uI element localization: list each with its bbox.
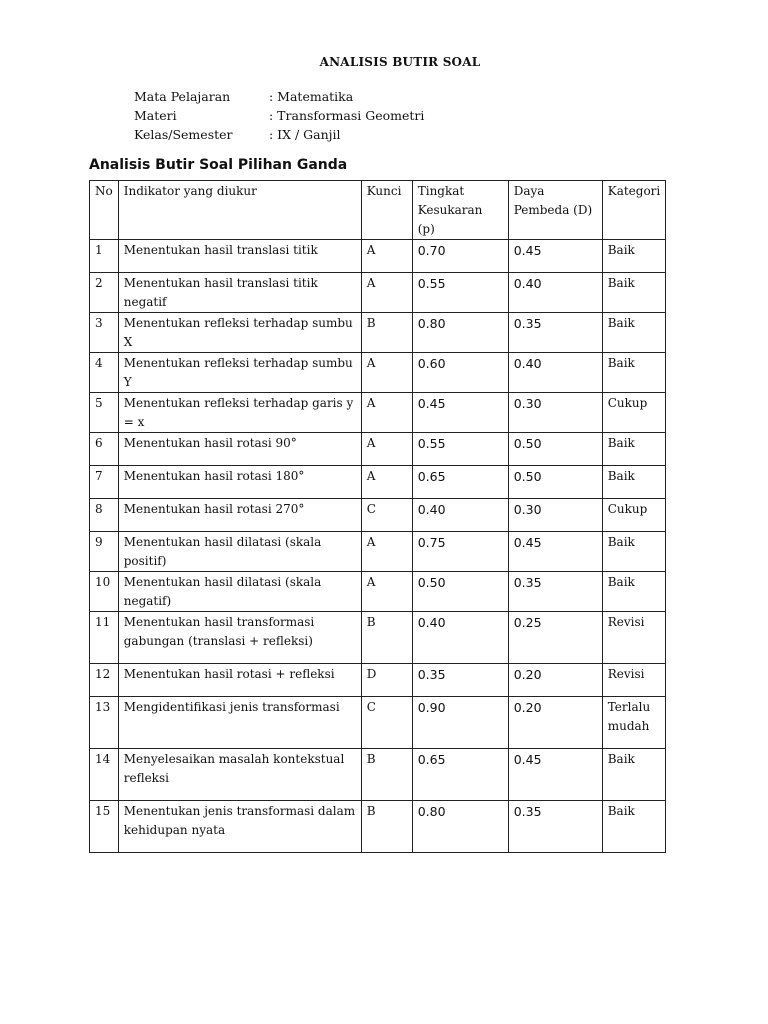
meta-row-material xyxy=(134,106,424,125)
table-row xyxy=(90,240,666,273)
cell-indikator: Menentukan hasil rotasi + refleksi xyxy=(118,664,361,697)
cell-no: 8 xyxy=(90,499,119,532)
meta-label: Mata Pelajaran xyxy=(134,89,231,104)
cell-kategori: Cukup xyxy=(602,393,666,433)
cell-indikator: Menentukan hasil translasi titik negatif xyxy=(118,273,361,313)
cell-tingkat-kesukaran: 0.80 xyxy=(412,313,508,353)
cell-daya-pembeda: 0.35 xyxy=(508,313,602,353)
cell-kunci: D xyxy=(361,664,412,697)
cell-kunci: A xyxy=(361,393,412,433)
table-header-row xyxy=(90,181,666,240)
cell-no: 12 xyxy=(90,664,119,697)
cell-kategori: Baik xyxy=(602,353,666,393)
header-kategori: Kategori xyxy=(602,181,666,240)
header-daya-pembeda: Daya Pembeda (D) xyxy=(508,181,602,240)
cell-indikator: Menentukan hasil rotasi 90° xyxy=(118,433,361,466)
cell-kategori: Revisi xyxy=(602,612,666,664)
cell-indikator: Menentukan refleksi terhadap sumbu Y xyxy=(118,353,361,393)
cell-indikator: Menentukan hasil transformasi gabungan (translasi + refleksi) xyxy=(118,612,361,664)
cell-no: 13 xyxy=(90,697,119,749)
table-row xyxy=(90,353,666,393)
cell-indikator: Menentukan hasil rotasi 270° xyxy=(118,499,361,532)
table-row xyxy=(90,532,666,572)
meta-block xyxy=(134,87,424,144)
meta-label: Kelas/Semester xyxy=(134,127,233,142)
cell-no: 2 xyxy=(90,273,119,313)
cell-daya-pembeda: 0.35 xyxy=(508,801,602,853)
cell-tingkat-kesukaran: 0.65 xyxy=(412,466,508,499)
cell-no: 15 xyxy=(90,801,119,853)
cell-indikator: Menentukan hasil dilatasi (skala negatif) xyxy=(118,572,361,612)
cell-kunci: B xyxy=(361,313,412,353)
table-row xyxy=(90,801,666,853)
cell-daya-pembeda: 0.20 xyxy=(508,697,602,749)
cell-kunci: C xyxy=(361,499,412,532)
document-title: ANALISIS BUTIR SOAL xyxy=(319,55,481,69)
cell-kunci: A xyxy=(361,273,412,313)
cell-daya-pembeda: 0.35 xyxy=(508,572,602,612)
cell-tingkat-kesukaran: 0.90 xyxy=(412,697,508,749)
cell-no: 10 xyxy=(90,572,119,612)
meta-row-class xyxy=(134,125,424,144)
cell-kategori: Baik xyxy=(602,273,666,313)
cell-tingkat-kesukaran: 0.70 xyxy=(412,240,508,273)
cell-indikator: Menentukan refleksi terhadap garis y = x xyxy=(118,393,361,433)
cell-tingkat-kesukaran: 0.80 xyxy=(412,801,508,853)
meta-row-subject xyxy=(134,87,424,106)
cell-no: 1 xyxy=(90,240,119,273)
meta-value: : Transformasi Geometri xyxy=(269,108,425,123)
cell-kategori: Baik xyxy=(602,240,666,273)
table-row xyxy=(90,499,666,532)
cell-no: 5 xyxy=(90,393,119,433)
cell-kategori: Baik xyxy=(602,749,666,801)
cell-no: 11 xyxy=(90,612,119,664)
cell-kunci: A xyxy=(361,532,412,572)
cell-kunci: B xyxy=(361,749,412,801)
cell-kategori: Baik xyxy=(602,313,666,353)
table-row xyxy=(90,466,666,499)
cell-no: 3 xyxy=(90,313,119,353)
cell-daya-pembeda: 0.45 xyxy=(508,532,602,572)
cell-no: 9 xyxy=(90,532,119,572)
cell-tingkat-kesukaran: 0.45 xyxy=(412,393,508,433)
cell-kategori: Cukup xyxy=(602,499,666,532)
cell-tingkat-kesukaran: 0.65 xyxy=(412,749,508,801)
cell-indikator: Menentukan hasil rotasi 180° xyxy=(118,466,361,499)
cell-kunci: C xyxy=(361,697,412,749)
cell-indikator: Menyelesaikan masalah kontekstual refleksi xyxy=(118,749,361,801)
cell-tingkat-kesukaran: 0.35 xyxy=(412,664,508,697)
cell-no: 14 xyxy=(90,749,119,801)
cell-daya-pembeda: 0.25 xyxy=(508,612,602,664)
header-kunci: Kunci xyxy=(361,181,412,240)
cell-daya-pembeda: 0.20 xyxy=(508,664,602,697)
item-analysis-table xyxy=(89,180,666,853)
cell-tingkat-kesukaran: 0.75 xyxy=(412,532,508,572)
meta-label: Materi xyxy=(134,108,177,123)
cell-daya-pembeda: 0.30 xyxy=(508,393,602,433)
cell-kunci: A xyxy=(361,433,412,466)
table-row xyxy=(90,313,666,353)
cell-daya-pembeda: 0.40 xyxy=(508,273,602,313)
section-heading: Analisis Butir Soal Pilihan Ganda xyxy=(89,157,348,173)
cell-kategori: Baik xyxy=(602,532,666,572)
cell-indikator: Menentukan refleksi terhadap sumbu X xyxy=(118,313,361,353)
cell-tingkat-kesukaran: 0.50 xyxy=(412,572,508,612)
cell-kategori: Revisi xyxy=(602,664,666,697)
header-no: No xyxy=(90,181,119,240)
cell-kategori: Baik xyxy=(602,801,666,853)
cell-indikator: Menentukan hasil translasi titik xyxy=(118,240,361,273)
cell-daya-pembeda: 0.50 xyxy=(508,433,602,466)
table-row xyxy=(90,664,666,697)
table-row xyxy=(90,572,666,612)
cell-daya-pembeda: 0.50 xyxy=(508,466,602,499)
cell-kategori: Baik xyxy=(602,572,666,612)
cell-kunci: B xyxy=(361,801,412,853)
cell-daya-pembeda: 0.40 xyxy=(508,353,602,393)
header-indikator: Indikator yang diukur xyxy=(118,181,361,240)
cell-daya-pembeda: 0.45 xyxy=(508,240,602,273)
cell-tingkat-kesukaran: 0.55 xyxy=(412,433,508,466)
table-row xyxy=(90,697,666,749)
table-row xyxy=(90,749,666,801)
cell-indikator: Menentukan hasil dilatasi (skala positif) xyxy=(118,532,361,572)
meta-value: : IX / Ganjil xyxy=(269,127,341,142)
cell-tingkat-kesukaran: 0.55 xyxy=(412,273,508,313)
cell-tingkat-kesukaran: 0.40 xyxy=(412,499,508,532)
header-tingkat-kesukaran: Tingkat Kesukaran (p) xyxy=(412,181,508,240)
cell-kategori: Baik xyxy=(602,433,666,466)
table-row xyxy=(90,433,666,466)
cell-kunci: A xyxy=(361,240,412,273)
cell-kunci: A xyxy=(361,353,412,393)
cell-kategori: Terlalu mudah xyxy=(602,697,666,749)
table-row xyxy=(90,393,666,433)
cell-daya-pembeda: 0.30 xyxy=(508,499,602,532)
cell-kategori: Baik xyxy=(602,466,666,499)
table-row xyxy=(90,273,666,313)
cell-kunci: A xyxy=(361,572,412,612)
cell-no: 6 xyxy=(90,433,119,466)
cell-no: 7 xyxy=(90,466,119,499)
cell-indikator: Mengidentifikasi jenis transformasi xyxy=(118,697,361,749)
cell-no: 4 xyxy=(90,353,119,393)
cell-tingkat-kesukaran: 0.60 xyxy=(412,353,508,393)
cell-indikator: Menentukan jenis transformasi dalam kehidupan nyata xyxy=(118,801,361,853)
cell-kunci: A xyxy=(361,466,412,499)
table-row xyxy=(90,612,666,664)
cell-daya-pembeda: 0.45 xyxy=(508,749,602,801)
cell-kunci: B xyxy=(361,612,412,664)
cell-tingkat-kesukaran: 0.40 xyxy=(412,612,508,664)
meta-value: : Matematika xyxy=(269,89,354,104)
